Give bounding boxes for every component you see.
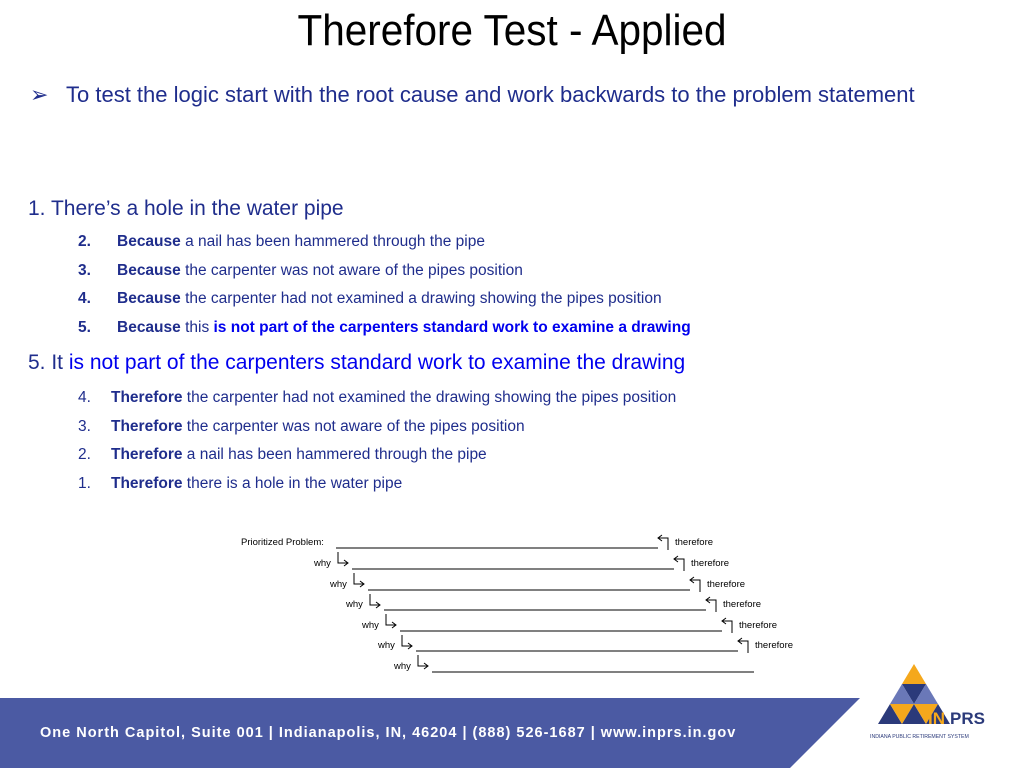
therefore-item — [78, 446, 487, 464]
logo-subtitle: INDIANA PUBLIC RETIREMENT SYSTEM — [870, 734, 969, 740]
inprs-logo — [866, 662, 986, 752]
item-keyword: Therefore — [111, 389, 183, 406]
item-number: 1. — [78, 475, 91, 492]
arrow-bullet-icon: ➢ — [30, 82, 49, 107]
item-number: 2. — [78, 446, 91, 463]
item-text: a nail has been hammered through the pipe — [182, 446, 487, 463]
problem-label: Prioritized Problem: — [241, 537, 324, 548]
therefore-label: therefore — [691, 558, 730, 569]
item-keyword: Because — [117, 290, 181, 307]
item-number: 2. — [78, 233, 91, 250]
why-label: why — [362, 620, 379, 631]
item-text: the carpenter had not examined the drawing showing the pipes position — [182, 389, 677, 406]
section2-heading-prefix: 5. It — [28, 351, 69, 374]
therefore-item — [78, 418, 525, 436]
therefore-label: therefore — [755, 640, 794, 651]
item-keyword: Therefore — [111, 475, 183, 492]
therefore-label: therefore — [739, 620, 778, 631]
item-keyword: Therefore — [111, 418, 183, 435]
therefore-label: therefore — [723, 599, 762, 610]
because-item — [78, 262, 523, 280]
intro-text: To test the logic start with the root cause and work backwards to the problem statement — [66, 82, 915, 107]
why-label: why — [314, 558, 331, 569]
therefore-arrows — [658, 535, 748, 653]
item-number: 4. — [78, 290, 91, 307]
why-label: why — [378, 640, 395, 651]
section1-heading: 1. There’s a hole in the water pipe — [28, 197, 344, 220]
item-keyword: Because — [117, 262, 181, 279]
logo-in-text: IN — [928, 709, 945, 728]
item-number: 5. — [78, 319, 91, 336]
why-therefore-diagram — [230, 530, 810, 680]
because-item — [78, 319, 691, 337]
therefore-label: therefore — [707, 579, 746, 590]
item-keyword: Because — [117, 319, 181, 336]
slide-title: Therefore Test - Applied — [297, 6, 727, 55]
therefore-item — [78, 389, 676, 407]
item-keyword: Because — [117, 233, 181, 250]
section2-heading — [28, 351, 685, 375]
therefore-item — [78, 475, 402, 493]
section2-heading-highlight: is not part of the carpenters standard work to examine the drawing — [68, 351, 686, 374]
item-number: 3. — [78, 418, 91, 435]
why-label: why — [330, 579, 347, 590]
item-text: there is a hole in the water pipe — [182, 475, 403, 492]
item-text: this — [180, 319, 214, 336]
therefore-label: therefore — [675, 537, 714, 548]
item-keyword: Therefore — [111, 446, 183, 463]
item-number: 4. — [78, 389, 91, 406]
item-text: the carpenter was not aware of the pipes position — [180, 262, 523, 279]
logo-prs-text: PRS — [950, 709, 985, 728]
item-text: the carpenter had not examined a drawing showing the pipes position — [180, 290, 662, 307]
because-item — [78, 233, 485, 251]
item-text: the carpenter was not aware of the pipes position — [182, 418, 525, 435]
because-item — [78, 290, 662, 308]
why-label: why — [394, 661, 411, 672]
item-text: a nail has been hammered through the pipe — [180, 233, 485, 250]
footer-contact: One North Capitol, Suite 001 | Indianapolis, IN, 46204 | (888) 526-1687 | www.inprs.in.gov — [40, 725, 737, 741]
intro-bullet — [30, 78, 990, 112]
item-number: 3. — [78, 262, 91, 279]
why-label: why — [346, 599, 363, 610]
item-highlight: is not part of the carpenters standard work to examine a drawing — [213, 319, 691, 336]
